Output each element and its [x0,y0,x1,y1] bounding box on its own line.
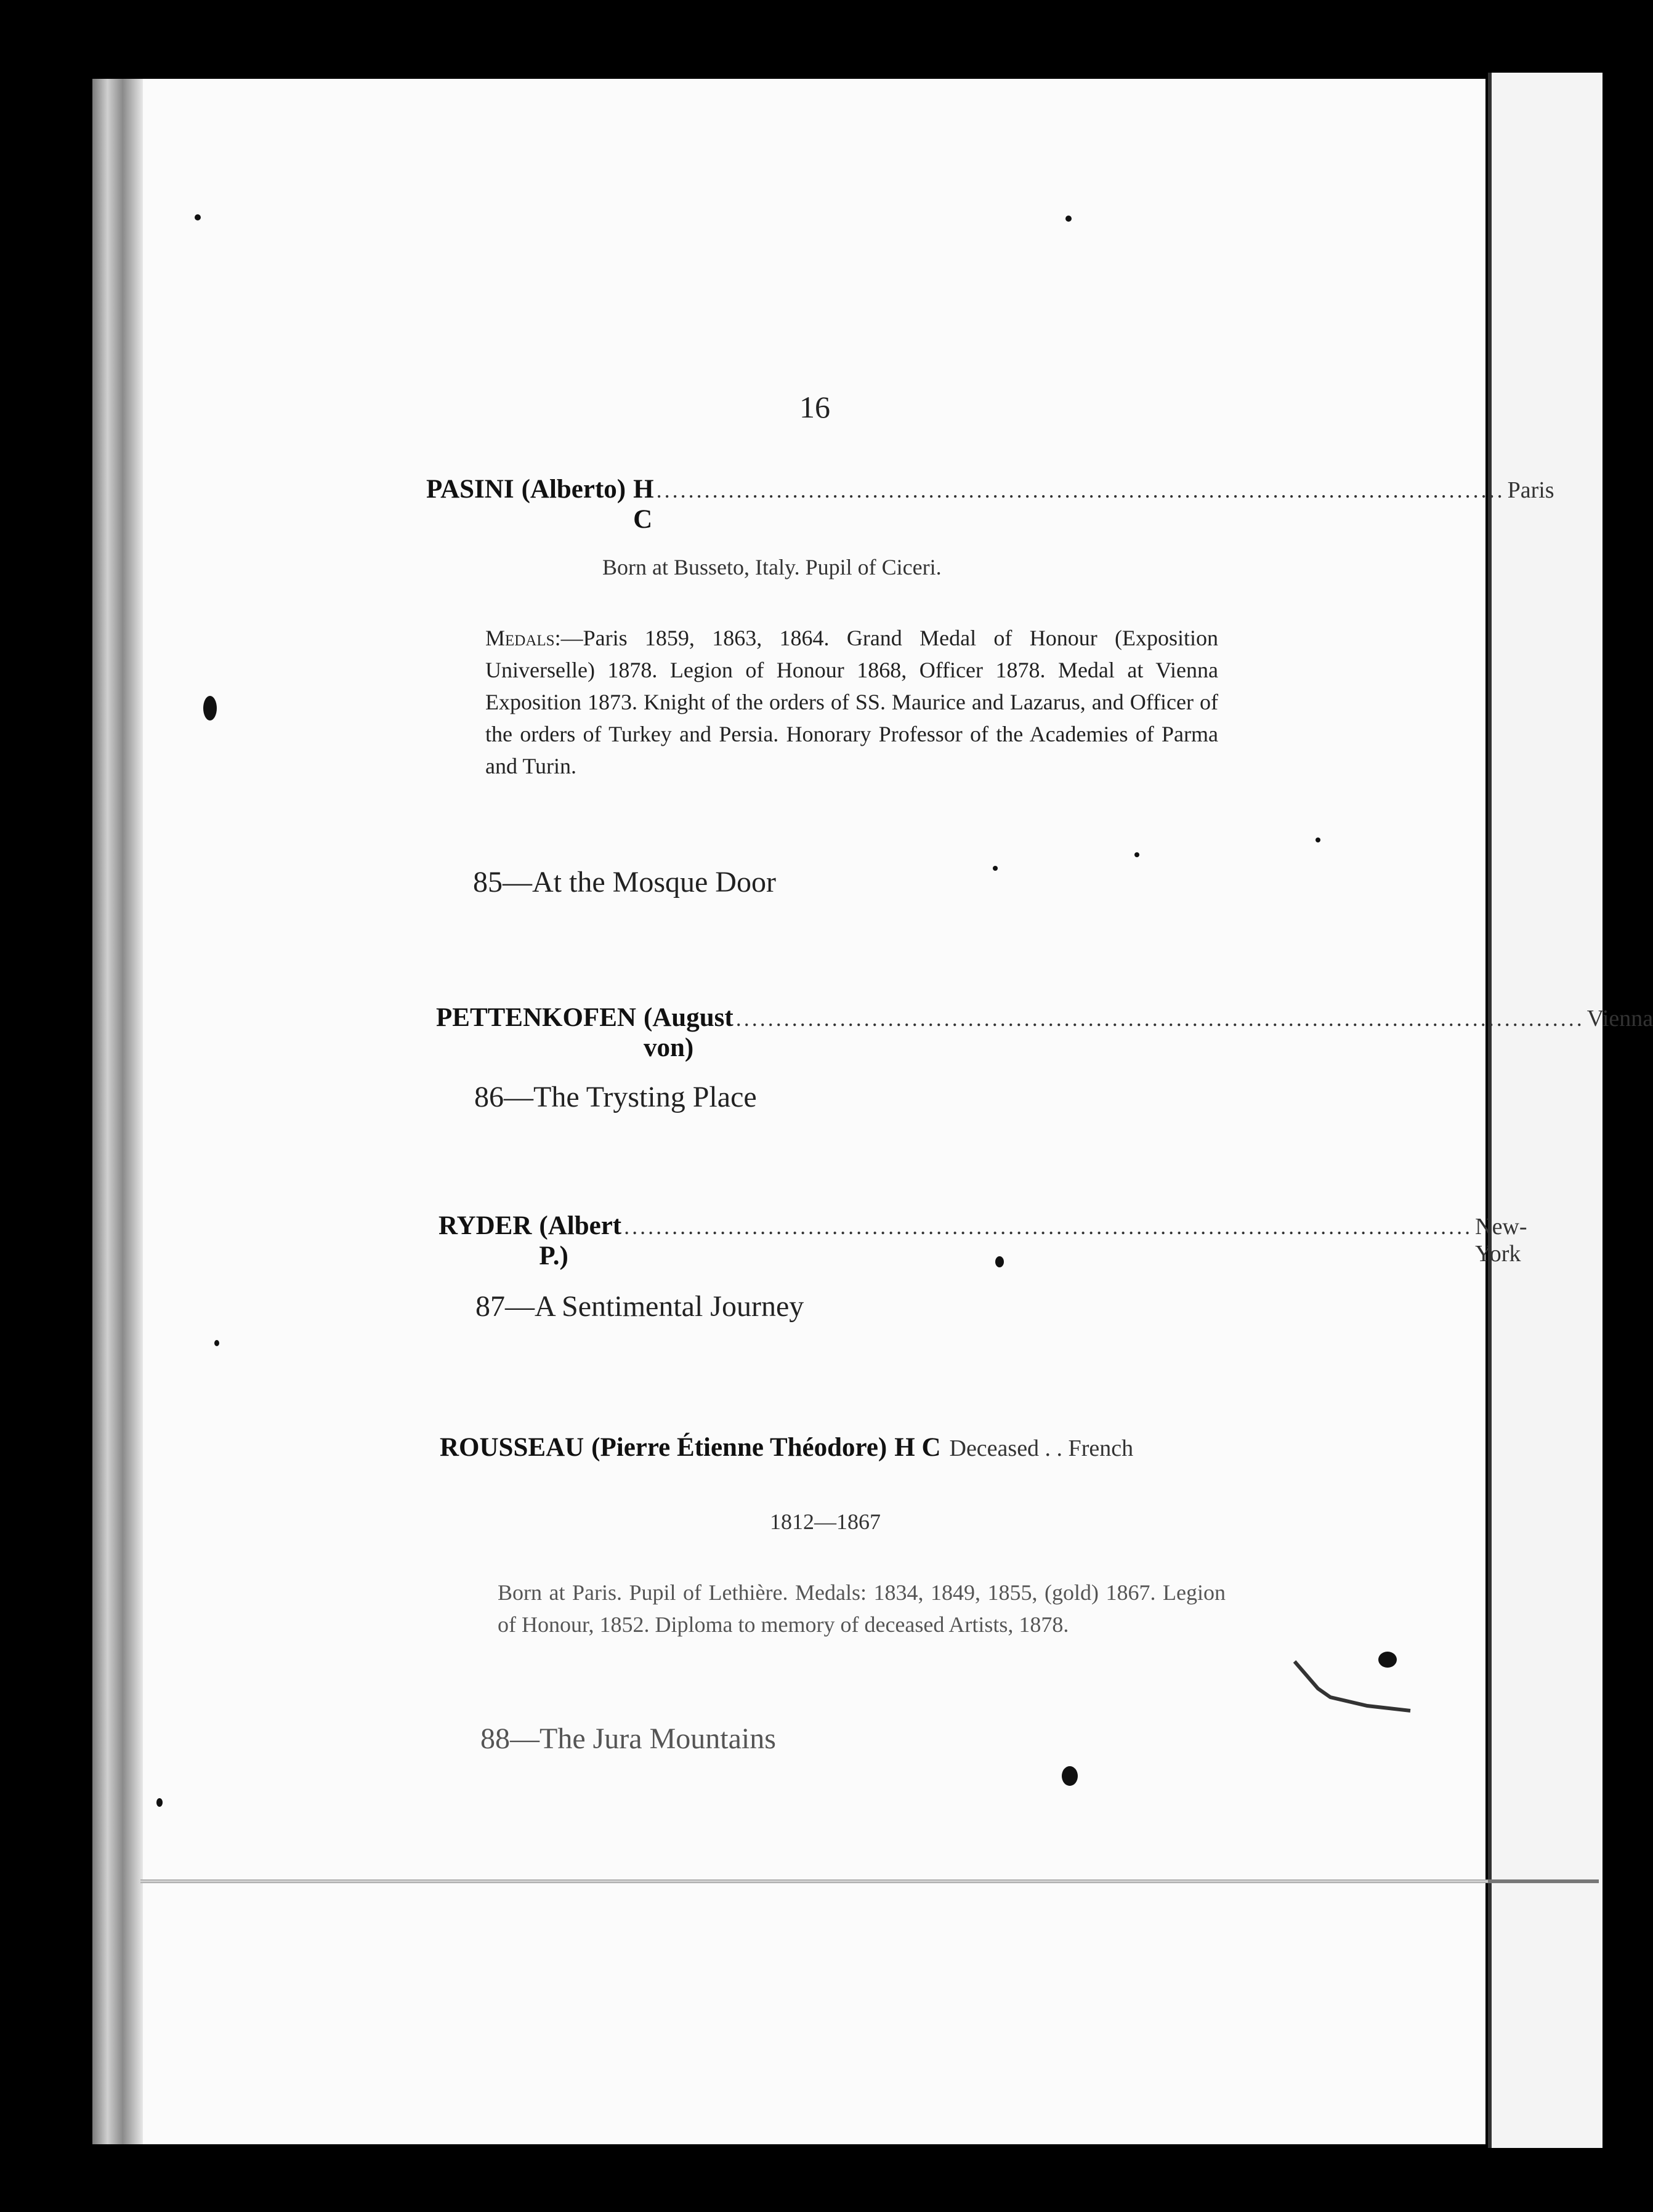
ink-speck [214,1340,219,1346]
artist-dates: 1812—1867 [770,1509,881,1534]
medals-text: :—Paris 1859, 1863, 1864. Grand Medal of Honour (Exposition Universelle) 1878. Legion of Honour 1868, Officer 1878. Medal at Vienna Exposition 1873. Knight of the orders of SS. Maurice and Lazarus, and Officer of the orders of Turkey and Persia. Honorary Professor of the Academies of Parma and Turin. [485,626,1218,778]
ink-blot [1062,1766,1078,1786]
artist-heading-rousseau [440,1432,1224,1463]
leader-dots: .......................................................................................................... [624,1214,1473,1239]
fold-line [140,1879,1488,1883]
artist-honours: H C [894,1433,941,1462]
artist-given-names: (Pierre Étienne Théodore) [591,1433,887,1462]
artist-surname: PETTENKOFEN [436,1003,636,1032]
medals-paragraph [485,622,1218,782]
page-spine-edge [92,79,143,2144]
page-number: 16 [799,390,830,424]
ink-speck [156,1798,163,1807]
ink-speck [1134,852,1139,857]
artist-surname: PASINI [426,475,514,504]
artist-location: New-York [1475,1214,1527,1267]
artist-location: Vienna [1586,1006,1653,1031]
artist-heading-ryder [439,1211,1527,1271]
artist-given-names: (Alberto) [521,475,626,504]
biography-text: Born at Paris. Pupil of Lethière. Medals: 1834, 1849, 1855, (gold) 1867. Legion of Honour, 1852. Diploma to memory of deceased Artists, 1878. [498,1580,1226,1637]
ink-speck [1316,838,1320,842]
ink-speck [993,866,998,871]
fold-line-right [1488,1879,1599,1883]
ink-speck [1065,216,1072,222]
artist-honours: H C [633,475,654,534]
artist-heading-pettenkofen [436,1003,1653,1063]
artist-given-names: (August von) [643,1003,734,1062]
leader-dots: .......................................................................................................... [656,478,1505,503]
work-title: 87—A Sentimental Journey [475,1290,804,1323]
ink-scratch [1293,1657,1417,1730]
artist-biography [498,1576,1226,1641]
artist-location: Deceased . . French [949,1435,1134,1461]
work-title: 85—At the Mosque Door [473,866,776,898]
facing-page-edge [1488,73,1602,2148]
artist-surname: ROUSSEAU [440,1433,584,1462]
artist-birth-info: Born at Busseto, Italy. Pupil of Ciceri. [602,555,942,579]
work-title: 86—The Trysting Place [474,1081,757,1113]
catalog-page [92,79,1485,2144]
ink-speck [995,1256,1004,1267]
medals-label: Medals [485,626,555,650]
artist-given-names: (Albert P.) [539,1211,622,1270]
artist-location: Paris [1507,477,1554,503]
leader-dots: .......................................................................................................... [735,1006,1585,1031]
ink-speck [195,214,201,220]
ink-blot [203,696,217,721]
artist-heading-pasini [426,474,1554,535]
work-title: 88—The Jura Mountains [480,1722,776,1755]
artist-surname: RYDER [439,1211,532,1240]
